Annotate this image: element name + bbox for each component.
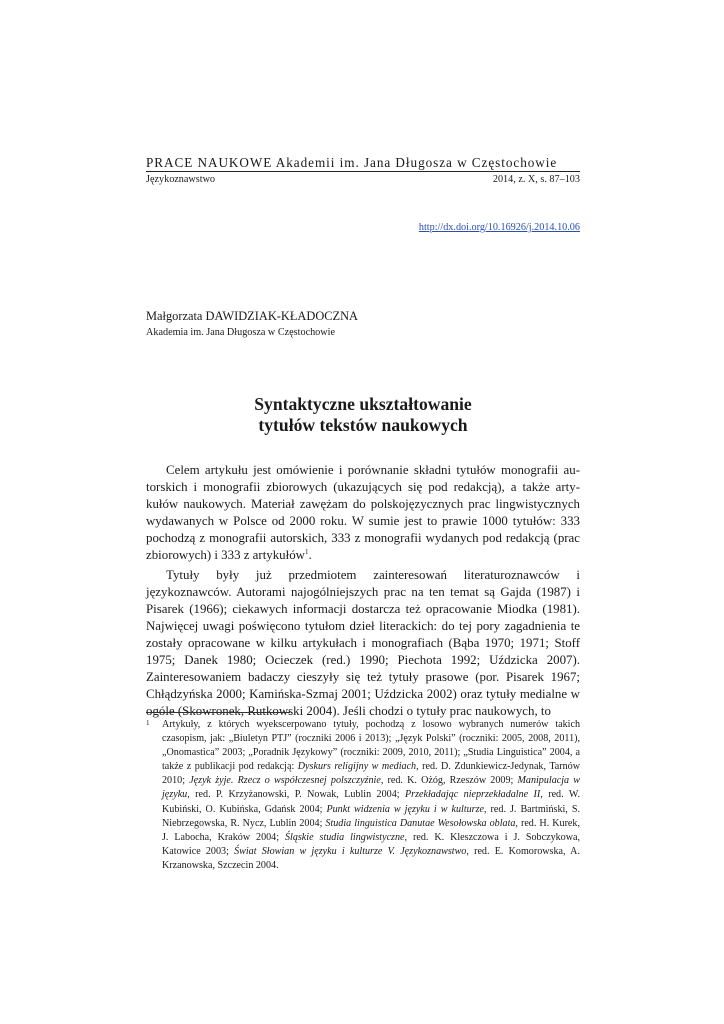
body-paragraph-1: Celem artykułu jest omówienie i porównanie składni tytułów monografii autorskich i monografii zbiorowych (ukazujących się pod redakcją), a także artykułów naukowych. Materiał zawężam do polskojęzycznych prac lingwistycznych wydawanych w Polsce od 2000 roku. W sumie jest to prawie 1000 tytułów: 333 pochodzą z monografii autorskich, 333 z monografii wydanych pod redakcją (prac zbiorowych) i 333 z artykułów$^1$.	[146, 463, 580, 563]
fn-seg: , red. H. Kurek, J. Labocha, Kraków 2004;	[162, 817, 580, 843]
article-body	[146, 462, 580, 720]
fn-title: Świat Słowian w języku i kulturze V. Językoznawstwo	[234, 845, 467, 857]
header-rule	[146, 171, 580, 172]
author-name: Małgorzata DAWIDZIAK-KŁADOCZNA	[146, 309, 358, 323]
fn-title: Studia linguistica Danutae Wesołowska oblata	[325, 817, 516, 829]
fn-title: Przekładając nieprzekładalne II	[404, 789, 541, 801]
fn-title: Punkt widzenia w języku i w kulturze	[326, 803, 485, 815]
fn-title: Manipulacja w języku	[162, 775, 580, 801]
title-line-2: tytułów tekstów naukowych	[258, 415, 468, 435]
doi-link[interactable]: http://dx.doi.org/10.16926/j.2014.10.06	[418, 222, 580, 233]
title-line-1: Syntaktyczne ukształtowanie	[254, 394, 472, 414]
fn-seg: , red. D. Zdunkiewicz-Jedynak, Tarnów 2010;	[162, 761, 581, 787]
fn-seg: , red. E. Komorowska, A. Krzanowska, Szczecin 2004.	[162, 845, 580, 871]
fn-title: Dyskurs religijny w mediach	[297, 761, 417, 773]
fn-seg: , red. K. Kleszczowa i J. Sobczykowa, Katowice 2003;	[162, 831, 580, 857]
journal-title: PRACE NAUKOWE Akademii im. Jana Długosza w Częstochowie	[146, 155, 558, 170]
footnote-mark: 1	[146, 719, 150, 727]
fn-seg: , red. J. Bartmiński, S. Niebrzegowska, R. Nycz, Lublin 2004;	[162, 803, 580, 829]
header-meta	[146, 173, 580, 186]
body-paragraph-2: Tytuły były już przedmiotem zainteresowań literaturoznawców i językoznawców. Autorami najogólniejszych prac na ten temat są Gajda (1987) i Pisarek (1966); ciekawych informacji dostarcza też opracowanie Miodka (1981). Najwięcej uwagi poświęcono tytułom dzieł literackich: do tej pory zagadnienia te zostały opracowane w kilku artykułach i monografiach (Bąba 1970; 1971; Stoff 1975; Danek 1980; Ocieczek (red.) 1990; Piechota 1992; Uździcka 2007). Zainteresowaniem badaczy cieszyły się też tytuły prasowe (por. Pisarek 1967; Chłądzyńska 2000; Kamińska-Szmaj 2001; Uździcka 2002) oraz tytuły medialne w ogóle (Skowronek, Rutkowski 2004). Jeśli chodzi o tytuły prac naukowych, to	[146, 567, 580, 719]
volume-pages: 2014, z. X, s. 87–103	[492, 174, 580, 185]
fn-title: Śląskie studia lingwistyczne	[284, 831, 405, 843]
fn-title: Język żyje. Rzecz o współczesnej polszczyźnie	[189, 775, 381, 787]
footnote-rule	[146, 712, 290, 713]
footnote-ref-1[interactable]: 1	[304, 548, 309, 557]
section-name: Językoznawstwo	[146, 174, 216, 185]
fn-seg: , red. P. Krzyżanowski, P. Nowak, Lublin 2004;	[187, 789, 405, 801]
fn-seg: Artykuły, z których wyekscerpowano tytuły, pochodzą z losowo wybranych numerów takich czasopism, jak: „Biuletyn PTJ” (roczniki 2006 i 2013); „Język Polski” (roczniki: 2005, 2008, 2011), „Onomastica” 2003; „Poradnik Językowy” (roczniki: 2009, 2010, 2011); „Studia Linguistica” 2004, a także z publikacji pod redakcją:	[162, 719, 580, 773]
article-title	[146, 394, 580, 436]
footnote-1	[146, 718, 580, 873]
paragraph-1-text: Celem artykułu jest omówienie i porównanie składni tytułów monografii autorskich i monografii zbiorowych (ukazujących się pod redakcją), a także artykułów naukowych. Materiał zawężam do polskojęzycznych prac lingwistycznych wydawanych w Polsce od 2000 roku. W sumie jest to prawie 1000 tytułów: 333 pochodzą z monografii autorskich, 333 z monografii wydanych pod redakcją (prac zbiorowych) i 333 z artykułów	[146, 463, 580, 563]
fn-seg: , red. K. Ożóg, Rzeszów 2009;	[380, 775, 518, 787]
author-affiliation: Akademia im. Jana Długosza w Częstochowie	[146, 327, 335, 338]
footnote-text	[162, 718, 580, 873]
fn-seg: , red. W. Kubiński, O. Kubińska, Gdańsk 2004;	[162, 789, 580, 815]
